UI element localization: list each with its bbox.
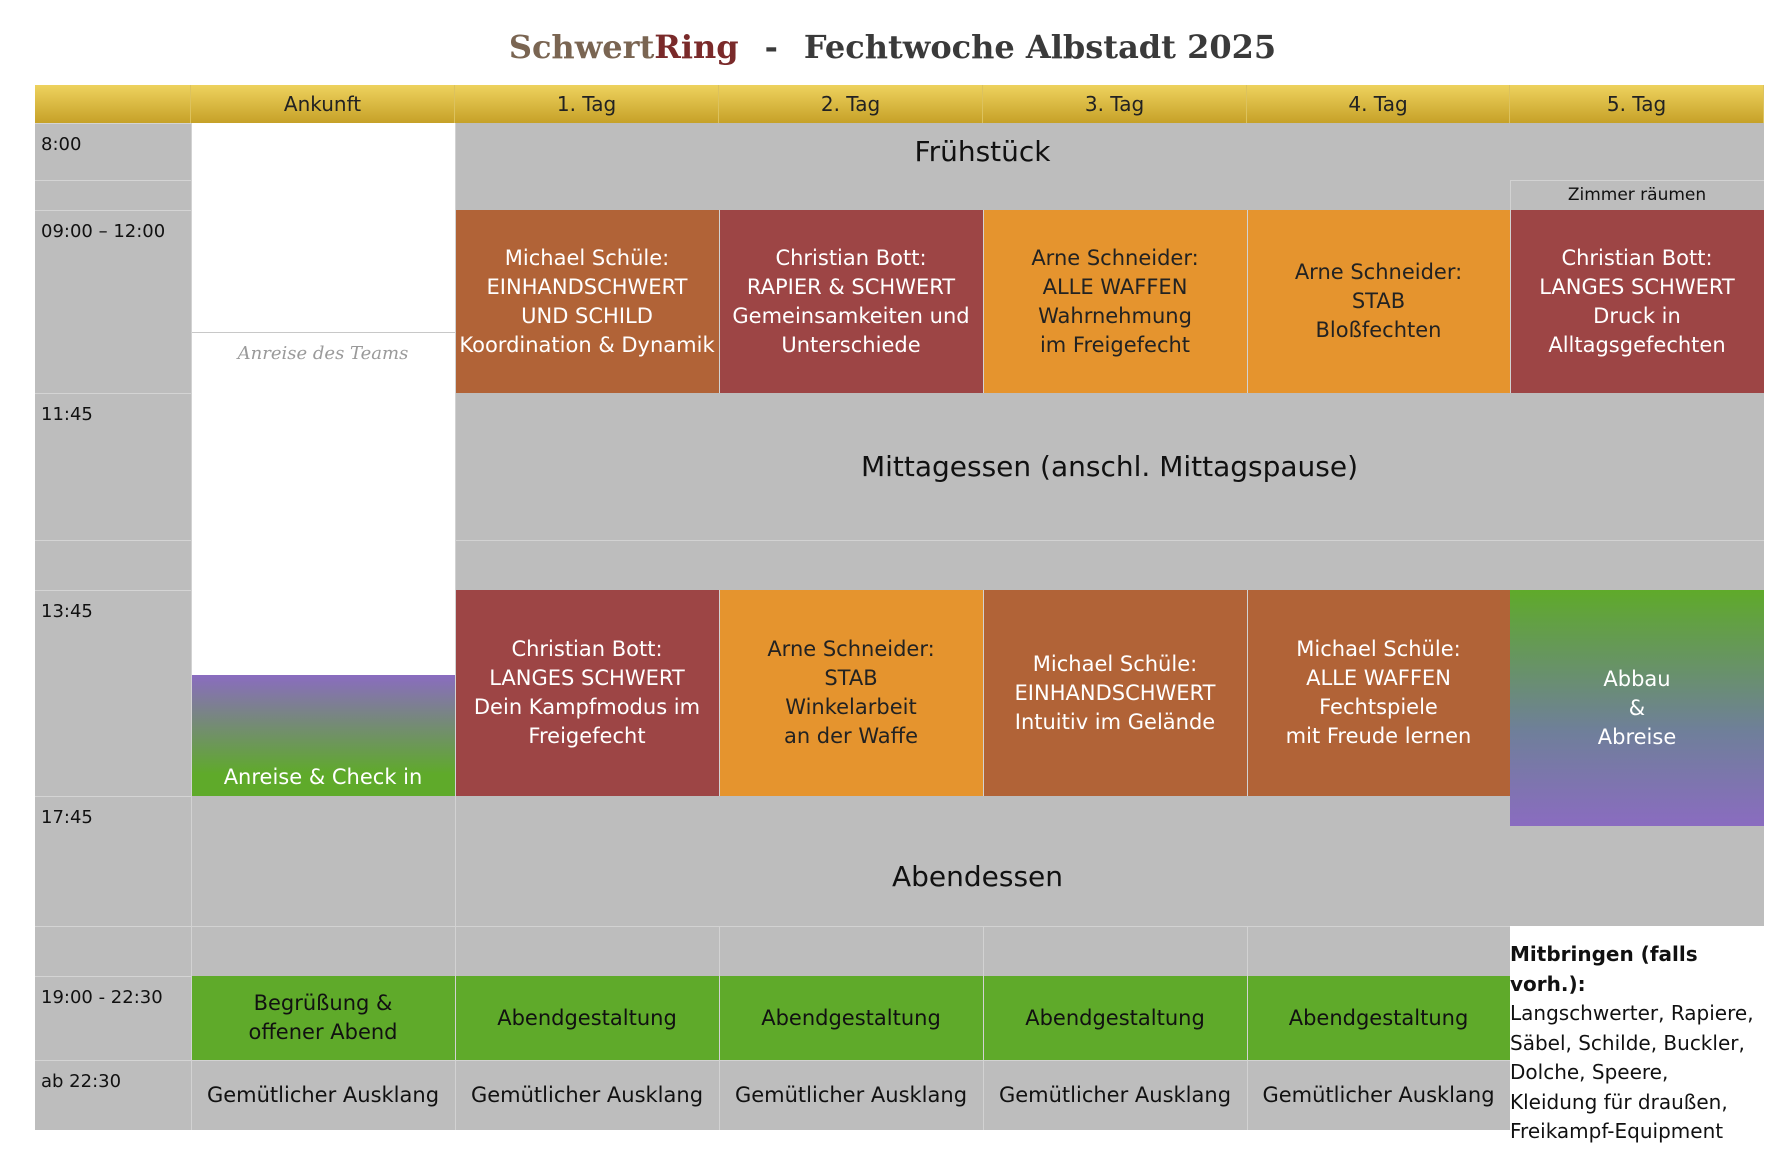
- session-day1-morning: Michael Schüle: EINHANDSCHWERT UND SCHILD Koordination & Dynamik: [455, 210, 719, 393]
- brand-ring: Ring: [654, 28, 739, 66]
- session-day3-morning: Arne Schneider: ALLE WAFFEN Wahrnehmung im Freigefecht: [983, 210, 1247, 393]
- header-ankunft: Ankunft: [191, 85, 455, 123]
- breakfast-block: Frühstück: [455, 123, 1510, 180]
- departure-block: Abbau & Abreise: [1510, 590, 1764, 826]
- time-spacer: [35, 540, 191, 590]
- session-day3-afternoon: Michael Schüle: EINHANDSCHWERT Intuitiv im Gelände: [983, 590, 1247, 796]
- gap-after-lunch: [455, 540, 1764, 590]
- title-separator: -: [764, 28, 778, 66]
- bring-item: Freikampf-Equipment: [1510, 1119, 1724, 1143]
- clear-rooms: Zimmer räumen: [1510, 180, 1764, 210]
- header-day-5: 5. Tag: [1510, 85, 1764, 123]
- grid-line: [455, 123, 456, 1130]
- gap-before-dinner: [191, 796, 1510, 826]
- arrival-empty: [191, 123, 455, 332]
- late-day4: Gemütlicher Ausklang: [1247, 1060, 1510, 1130]
- time-1745: 17:45: [35, 796, 191, 926]
- grid-line: [719, 926, 720, 1130]
- time-morning: 09:00 – 12:00: [35, 210, 191, 393]
- time-1345: 13:45: [35, 590, 191, 796]
- grid-line: [719, 210, 720, 393]
- grid-line: [983, 210, 984, 393]
- late-day3: Gemütlicher Ausklang: [983, 1060, 1247, 1130]
- bring-heading: Mitbringen (falls vorh.):: [1510, 942, 1698, 996]
- session-day5-morning: Christian Bott: LANGES SCHWERT Druck in Alltagsgefechten: [1510, 210, 1764, 393]
- brand-schwert: Schwert: [508, 28, 655, 66]
- session-day4-afternoon: Michael Schüle: ALLE WAFFEN Fechtspiele mit Freude lernen: [1247, 590, 1510, 796]
- gap-before-evening: [191, 926, 1510, 976]
- evening-day1: Abendgestaltung: [455, 976, 719, 1060]
- time-0800: 8:00: [35, 123, 191, 180]
- grid-line: [1247, 590, 1248, 796]
- grid-line: [191, 123, 192, 1130]
- header-day-2: 2. Tag: [719, 85, 983, 123]
- grid-line: [1247, 926, 1248, 1130]
- time-late: ab 22:30: [35, 1060, 191, 1130]
- late-day1: Gemütlicher Ausklang: [455, 1060, 719, 1130]
- evening-day2: Abendgestaltung: [719, 976, 983, 1060]
- time-1145: 11:45: [35, 393, 191, 540]
- grid-line: [983, 926, 984, 1130]
- grid-line: [1247, 210, 1248, 393]
- time-spacer: [35, 926, 191, 976]
- grid-line: [983, 590, 984, 796]
- late-day2: Gemütlicher Ausklang: [719, 1060, 983, 1130]
- grid-line: [719, 590, 720, 796]
- grid-line: [1510, 180, 1511, 393]
- evening-arrival: Begrüßung & offener Abend: [191, 976, 455, 1060]
- checkin-block: Anreise & Check in: [191, 675, 455, 796]
- evening-day4: Abendgestaltung: [1247, 976, 1510, 1060]
- header-day-1: 1. Tag: [455, 85, 719, 123]
- grid-line: [191, 1060, 455, 1061]
- header-day-3: 3. Tag: [983, 85, 1247, 123]
- time-evening: 19:00 - 22:30: [35, 976, 191, 1060]
- bring-item: Langschwerter, Rapiere,: [1510, 1001, 1754, 1025]
- bring-item: Säbel, Schilde, Buckler,: [1510, 1030, 1745, 1055]
- bring-list: [1510, 940, 1780, 1147]
- session-day2-morning: Christian Bott: RAPIER & SCHWERT Gemeinsamkeiten und Unterschiede: [719, 210, 983, 393]
- event-title: Fechtwoche Albstadt 2025: [803, 28, 1277, 66]
- header-corner: [35, 85, 191, 123]
- dinner-block: Abendessen: [191, 826, 1764, 926]
- bring-item: Kleidung für draußen,: [1510, 1089, 1728, 1114]
- session-day1-afternoon: Christian Bott: LANGES SCHWERT Dein Kampfmodus im Freigefecht: [455, 590, 719, 796]
- gap-before-morning: [455, 180, 1510, 210]
- session-day4-morning: Arne Schneider: STAB Bloßfechten: [1247, 210, 1510, 393]
- late-arrival: Gemütlicher Ausklang: [191, 1060, 455, 1130]
- team-arrival-note: Anreise des Teams: [191, 333, 455, 675]
- page-title: [0, 28, 1785, 66]
- lunch-block: Mittagessen (anschl. Mittagspause): [455, 393, 1764, 540]
- header-day-4: 4. Tag: [1247, 85, 1510, 123]
- time-spacer: [35, 180, 191, 210]
- evening-day3: Abendgestaltung: [983, 976, 1247, 1060]
- bring-item: Dolche, Speere,: [1510, 1060, 1669, 1084]
- session-day2-afternoon: Arne Schneider: STAB Winkelarbeit an der Waffe: [719, 590, 983, 796]
- breakfast-day5: [1510, 123, 1764, 180]
- grid-line: [455, 1060, 1510, 1061]
